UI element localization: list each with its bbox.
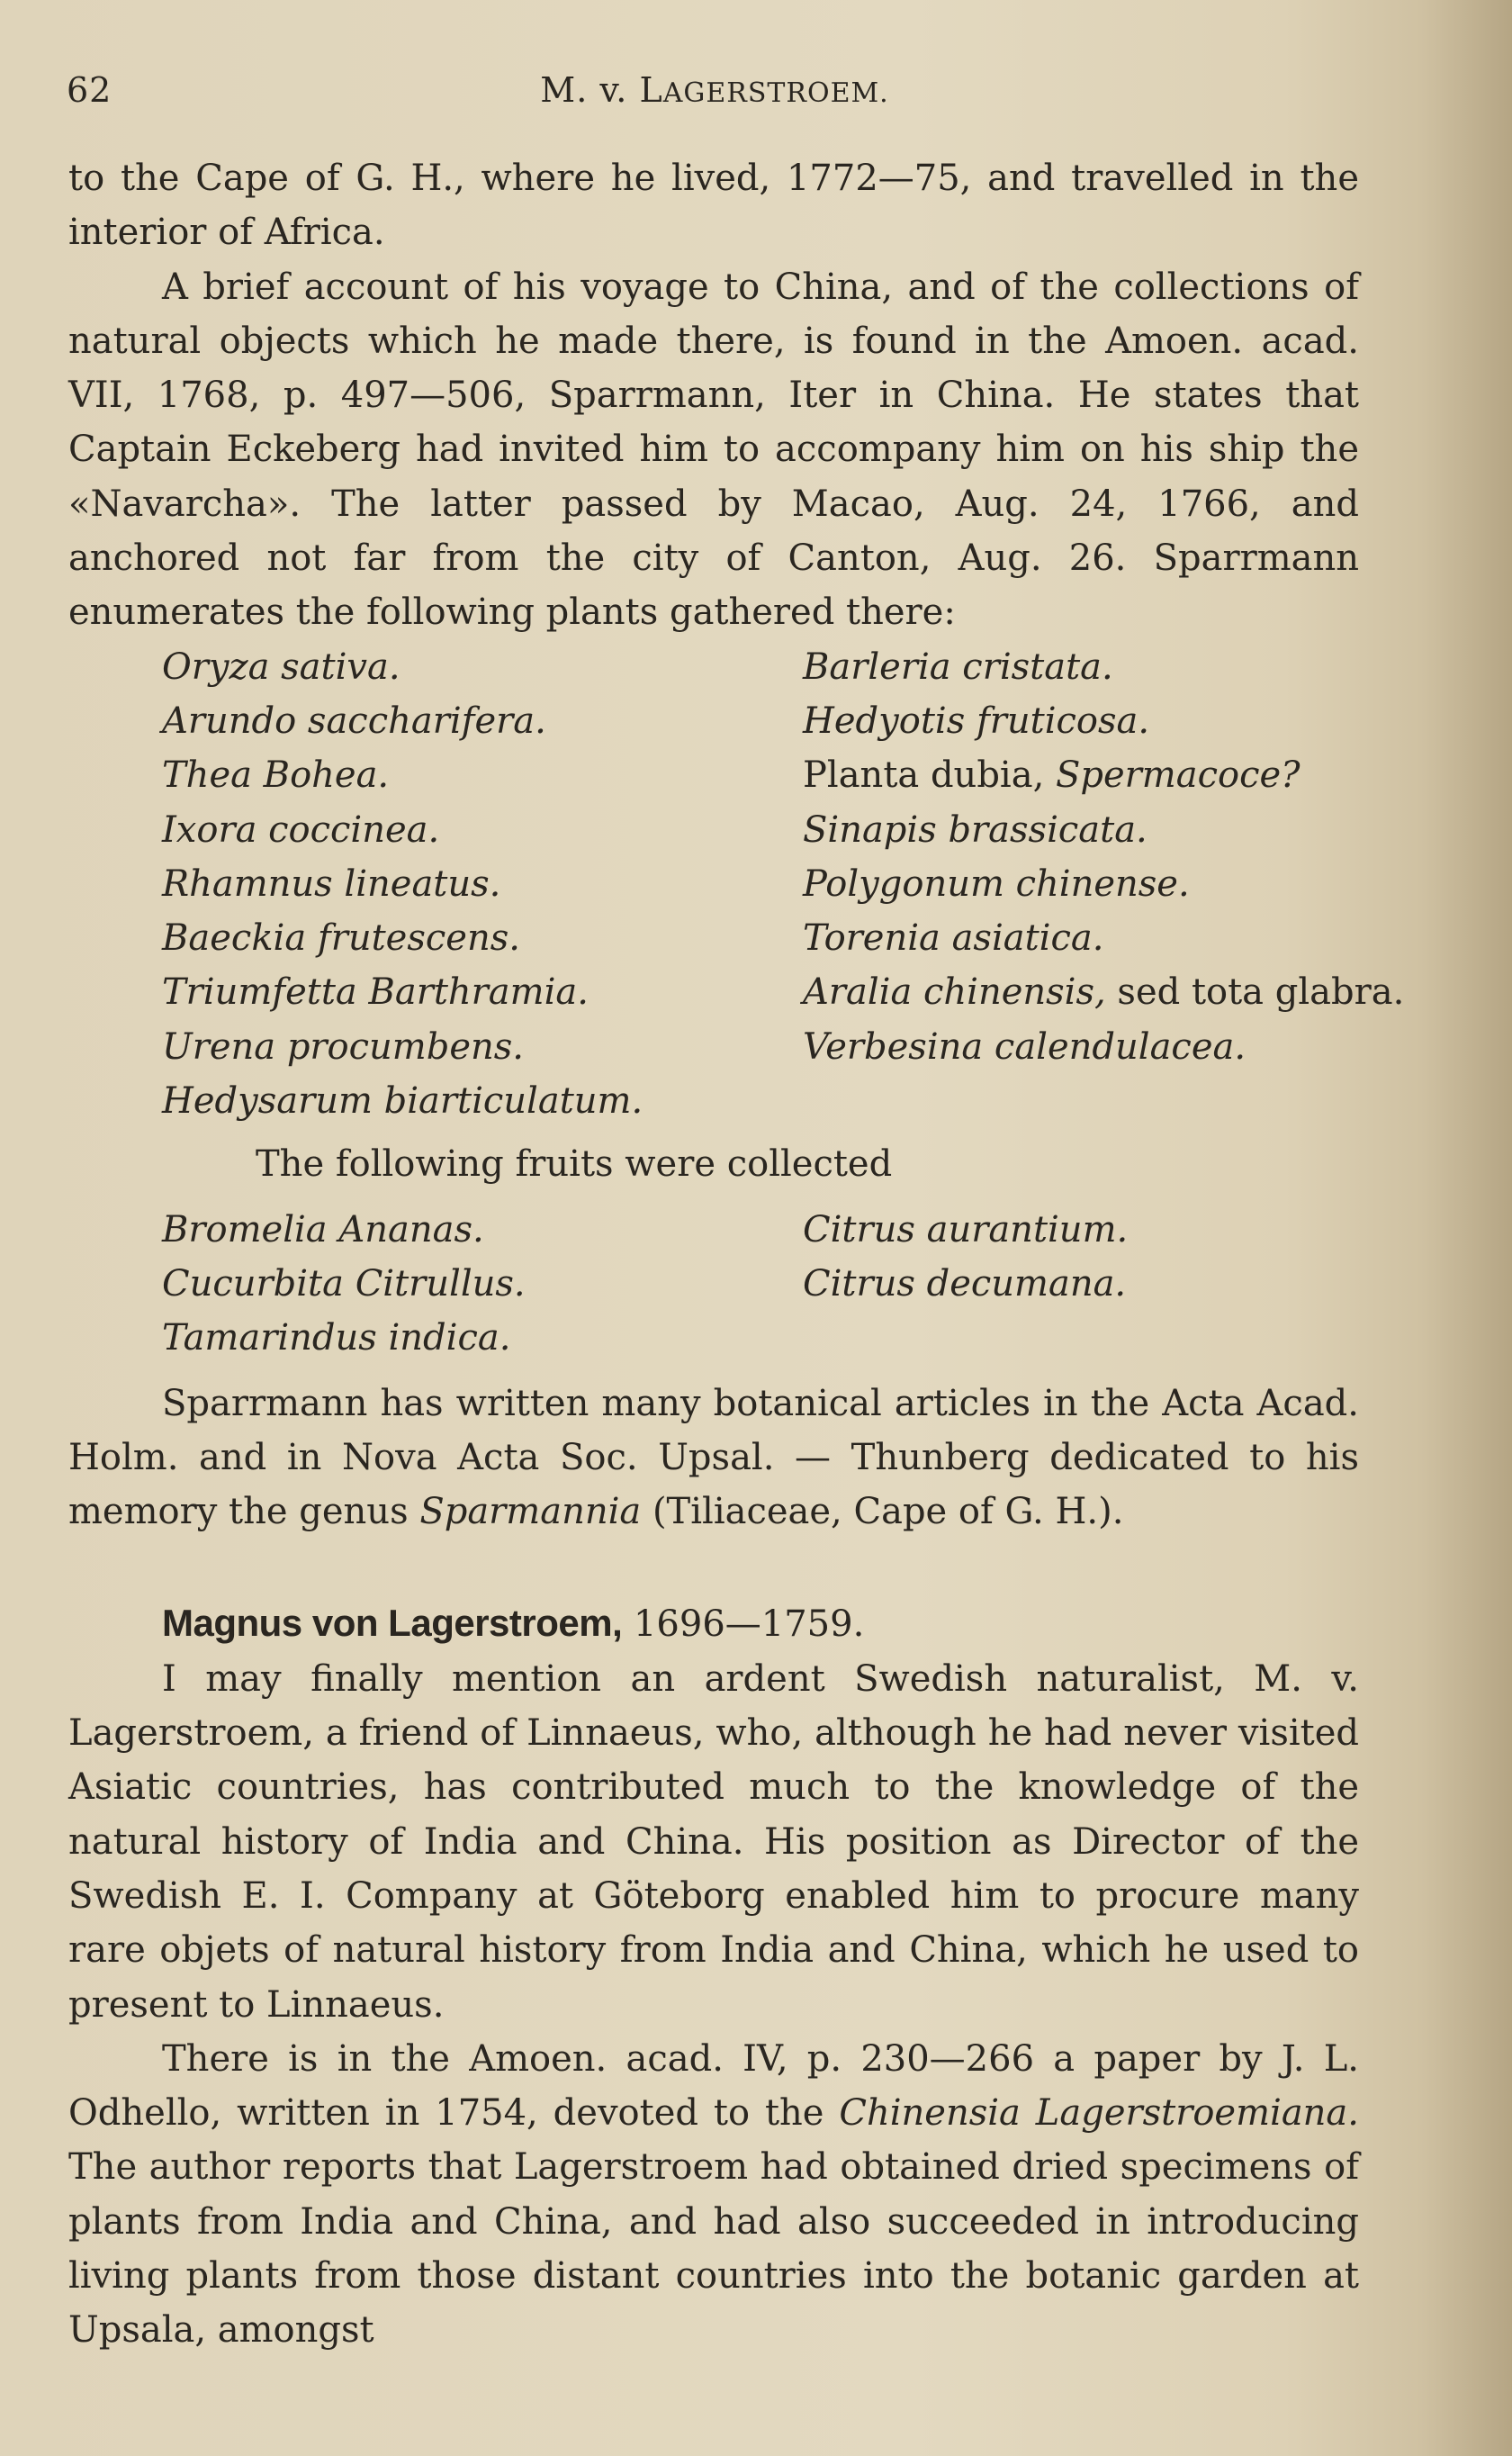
- plant-item: Ixora coccinea.: [162, 808, 440, 851]
- paragraph-text: (Tiliaceae, Cape of G. H.).: [641, 1491, 1124, 1533]
- fruits-intro: The following fruits were collected: [256, 1143, 893, 1186]
- section-heading-name: Magnus von Lagerstroem,: [162, 1602, 623, 1645]
- work-title: Chinensia Lagerstroemiana.: [839, 2092, 1359, 2135]
- paragraph-lagerstroem: I may finally mention an ardent Swedish naturalist, M. v. Lagerstroem, a friend of Linnaeus, who, although he had never visited Asiatic countries, has contributed much to the knowledge of the natural history of India and China. His position as Director of the Swedish E. I. Company at Göteborg enabled him to procure many rare objets of natural history from India and China, which he used to present to Linnaeus.: [68, 1657, 1359, 2026]
- plant-item: Hedysarum biarticulatum.: [162, 1080, 644, 1123]
- plant-item: Oryza sativa.: [162, 646, 400, 688]
- plant-item: Sinapis brassicata.: [803, 808, 1148, 851]
- fruit-item: Bromelia Ananas.: [162, 1208, 484, 1251]
- section-heading: [68, 1596, 1359, 1651]
- paragraph-text: There is in the Amoen. acad. IV, p. 230—266 a paper by J. L. Odhello, written in 1754, devoted to the: [68, 2037, 1359, 2135]
- running-title: [67, 70, 1363, 110]
- plant-item-plain: Planta dubia,: [803, 754, 1056, 797]
- fruit-item: Cucurbita Citrullus.: [162, 1262, 526, 1305]
- fruit-item: Citrus decumana.: [803, 1262, 1127, 1305]
- plant-item-italic: Aralia chinensis,: [803, 971, 1106, 1014]
- plant-item-italic: Spermacoce?: [1056, 754, 1300, 797]
- fruit-item-empty: [803, 1311, 1433, 1365]
- plant-list: [68, 640, 1405, 1129]
- paragraph-continuation: to the Cape of G. H., where he lived, 1772—75, and travelled in the interior of Africa.: [68, 158, 1359, 254]
- running-title-rest: AGERSTROEM.: [662, 77, 889, 109]
- plant-item: Polygonum chinense.: [803, 862, 1190, 905]
- fruit-item: Citrus aurantium.: [803, 1208, 1129, 1251]
- section-heading-dates: 1696—1759.: [622, 1603, 865, 1646]
- running-title-initial: M. v. L: [540, 70, 663, 110]
- genus-name: Sparmannia: [419, 1491, 642, 1533]
- plant-item-plain: sed tota glabra.: [1105, 971, 1405, 1014]
- plant-item: Verbesina calendulacea.: [803, 1025, 1246, 1068]
- plant-item: Baeckia frutescens.: [162, 917, 520, 960]
- plant-item: [803, 965, 1433, 1019]
- fruit-list: [68, 1203, 1359, 1366]
- plant-item: Thea Bohea.: [162, 754, 390, 797]
- plant-item: Barleria cristata.: [803, 646, 1113, 688]
- page-body: [68, 151, 1405, 2358]
- paragraph-odhello: [68, 2032, 1359, 2358]
- paragraph-voyage: A brief account of his voyage to China, and of the collections of natural objects which he made there, is found in the Amoen. acad. VII, 1768, p. 497—506, Sparrmann, Iter in China. He states that Captain Eckeberg had invited him to accompany him on his ship the «Navarcha». The latter passed by Macao, Aug. 24, 1766, and anchored not far from the city of Canton, Aug. 26. Sparrmann enumerates the following plants gathered there:: [68, 266, 1359, 634]
- plant-item: Rhamnus lineatus.: [162, 862, 501, 905]
- plant-item: Arundo saccharifera.: [162, 700, 546, 742]
- paragraph-text: The author reports that Lagerstroem had obtained dried specimens of plants from India and China, and had also succeeded in introducing living plants from those distant countries into the botanic garden at Upsala, amongst: [68, 2146, 1359, 2352]
- paragraph-text: Sparrmann has written many botanical articles in the Acta Acad. Holm. and in Nova Acta Soc. Upsal. — Thunberg dedicated to his memory the genus: [68, 1382, 1359, 1533]
- page-number: 62: [67, 70, 112, 110]
- plant-item: Torenia asiatica.: [803, 917, 1104, 960]
- paragraph-sparrmann-articles: [68, 1377, 1359, 1540]
- plant-item: Triumfetta Barthramia.: [162, 971, 589, 1014]
- fruit-item: Tamarindus indica.: [162, 1317, 511, 1359]
- plant-item: [803, 748, 1433, 802]
- plant-item: Hedyotis fruticosa.: [803, 700, 1150, 742]
- plant-item-empty: [803, 1074, 1433, 1128]
- plant-item: Urena procumbens.: [162, 1025, 525, 1068]
